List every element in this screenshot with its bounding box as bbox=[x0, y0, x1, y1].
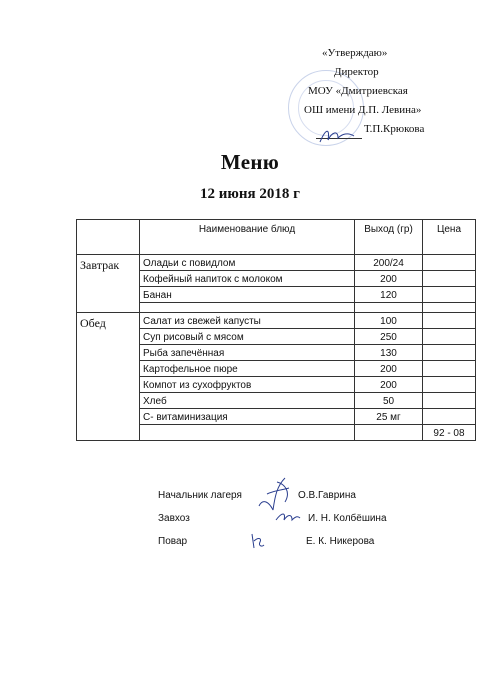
approval-position: Директор bbox=[334, 66, 379, 78]
staff-name: Е. К. Никерова bbox=[306, 536, 375, 547]
page-title: Меню bbox=[220, 150, 280, 174]
dish-name: Хлеб bbox=[140, 393, 355, 409]
dish-name: Суп рисовый с мясом bbox=[140, 329, 355, 345]
director-signature-mark bbox=[316, 126, 358, 146]
dish-name: Салат из свежей капусты bbox=[140, 313, 355, 329]
dish-output: 120 bbox=[355, 287, 423, 303]
dish-output: 130 bbox=[355, 345, 423, 361]
dish-output: 200 bbox=[355, 377, 423, 393]
header-price: Цена bbox=[423, 220, 476, 255]
staff-role: Завхоз bbox=[158, 513, 190, 524]
dish-price bbox=[423, 255, 476, 271]
dish-output: 200 bbox=[355, 361, 423, 377]
staff-name: И. Н. Колбёшина bbox=[308, 513, 387, 524]
director-name: Т.П.Крюкова bbox=[364, 123, 425, 135]
menu-date: 12 июня 2018 г bbox=[200, 186, 300, 202]
dish-price bbox=[423, 329, 476, 345]
dish-output: 200/24 bbox=[355, 255, 423, 271]
dish-price bbox=[423, 377, 476, 393]
dish-name: Оладьи с повидлом bbox=[140, 255, 355, 271]
dish-output: 200 bbox=[355, 271, 423, 287]
supply-manager-signature bbox=[274, 508, 302, 526]
staff-role: Повар bbox=[158, 536, 188, 547]
menu-table bbox=[76, 219, 476, 441]
staff-role: Начальник лагеря bbox=[158, 490, 242, 501]
dish-price bbox=[423, 313, 476, 329]
dish-price bbox=[423, 271, 476, 287]
approval-signature-line bbox=[290, 120, 450, 139]
dish-output: 100 bbox=[355, 313, 423, 329]
dish-name: Рыба запечённая bbox=[140, 345, 355, 361]
dish-output: 25 мг bbox=[355, 409, 423, 425]
header-meal-cell bbox=[77, 220, 140, 255]
dish-output: 50 bbox=[355, 393, 423, 409]
table-row bbox=[77, 255, 476, 271]
dish-name: Картофельное пюре bbox=[140, 361, 355, 377]
dish-output: 250 bbox=[355, 329, 423, 345]
meal-breakfast: Завтрак bbox=[77, 255, 140, 313]
header-dish: Наименование блюд bbox=[140, 220, 355, 255]
dish-name: Кофейный напиток с молоком bbox=[140, 271, 355, 287]
dish-price bbox=[423, 361, 476, 377]
staff-row bbox=[158, 536, 418, 559]
cook-signature bbox=[248, 532, 266, 550]
dish-price bbox=[423, 393, 476, 409]
dish-name: Банан bbox=[140, 287, 355, 303]
meal-lunch: Обед bbox=[77, 313, 140, 441]
approval-school-line1: МОУ «Дмитриевская bbox=[308, 85, 408, 97]
header-output: Выход (гр) bbox=[355, 220, 423, 255]
dish-price bbox=[423, 409, 476, 425]
dish-name: Компот из сухофруктов bbox=[140, 377, 355, 393]
approval-school-line2: ОШ имени Д.П. Левина» bbox=[304, 104, 422, 116]
approval-heading: «Утверждаю» bbox=[322, 47, 388, 59]
table-row bbox=[77, 313, 476, 329]
dish-name: С- витаминизация bbox=[140, 409, 355, 425]
total-price: 92 - 08 bbox=[423, 425, 476, 441]
table-header-row bbox=[77, 220, 476, 255]
approval-block bbox=[290, 44, 450, 139]
dish-price bbox=[423, 287, 476, 303]
dish-price bbox=[423, 345, 476, 361]
staff-name: О.В.Гаврина bbox=[298, 490, 356, 501]
